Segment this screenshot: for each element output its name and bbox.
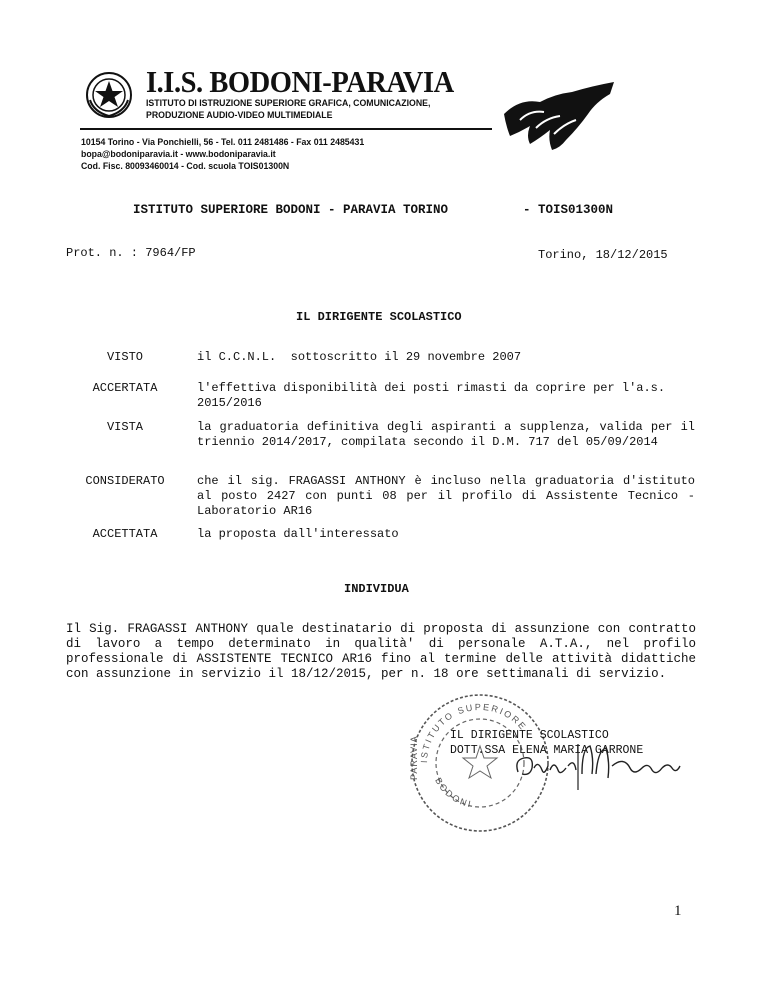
protocol-number: Prot. n. : 7964/FP [66, 246, 196, 260]
signature-role: IL DIRIGENTE SCOLASTICO [450, 729, 609, 742]
stamp-bottom-text: BODONI [433, 775, 474, 810]
institute-title: I.I.S. BODONI-PARAVIA [146, 64, 454, 99]
clause-text-vista: la graduatoria definitiva degli aspiranti a supplenza, valida per il triennio 2014/2017, compilata secondo il D.M. 717 del 05/09/2014 [197, 420, 695, 449]
page-number: 1 [674, 903, 682, 919]
decision-heading: INDIVIDUA [344, 582, 409, 596]
republic-emblem-icon [84, 70, 134, 120]
clause-text-accertata: l'effettiva disponibilità dei posti rimasti da coprire per l'a.s. 2015/2016 [197, 381, 666, 410]
clause-text-accettata: la proposta dall'interessato [197, 527, 399, 541]
institute-line: ISTITUTO SUPERIORE BODONI - PARAVIA TORINO [133, 203, 449, 217]
institute-address: 10154 Torino - Via Ponchielli, 56 - Tel. 011 2481486 - Fax 011 2485431 bopa@bodoniparavia.it - www.bodoniparavia.it Cod. Fisc. 80093460014 - Cod. scuola TOIS01300N [81, 137, 365, 172]
school-code: - TOIS01300N [523, 203, 614, 217]
stamp-left-text: PARAVIA [409, 735, 419, 780]
place-date: Torino, 18/12/2015 [538, 248, 668, 262]
school-logo-icon [500, 80, 618, 152]
header-divider [80, 128, 492, 130]
clause-text-considerato: che il sig. FRAGASSI ANTHONY è incluso nella graduatoria d'istituto al posto 2427 con punti 08 per il profilo di Assistente Tecnico - Laboratorio AR16 [197, 474, 695, 518]
decision-paragraph: Il Sig. FRAGASSI ANTHONY quale destinatario di proposta di assunzione con contratto di lavoro a tempo determinato in qualità' di personale A.T.A., nel profilo professionale di ASSISTENTE TECNICO AR16 fino al termine delle attività didattiche con assunzione in servizio il 18/12/2015, per n. 18 ore settimanali di servizio. [66, 622, 696, 681]
clause-label-visto: VISTO [106, 350, 143, 364]
clause-text-visto: il C.C.N.L. sottoscritto il 29 novembre 2007 [197, 350, 522, 364]
document-heading: IL DIRIGENTE SCOLASTICO [296, 310, 462, 324]
clause-label-accertata: ACCERTATA [92, 381, 158, 395]
institute-subtitle: ISTITUTO DI ISTRUZIONE SUPERIORE GRAFICA, COMUNICAZIONE, PRODUZIONE AUDIO-VIDEO MULTIMEDIALE [146, 98, 431, 121]
stamp-top-text: ISTITUTO SUPERIORE [418, 701, 529, 764]
signature-name: DOTT.SSA ELENA MARIA GARRONE [450, 744, 644, 757]
clause-label-vista: VISTA [106, 420, 143, 434]
clause-label-considerato: CONSIDERATO [85, 474, 165, 488]
handwritten-signature [512, 738, 682, 794]
clause-label-accettata: ACCETTATA [92, 527, 158, 541]
svg-text:BODONI [433, 776, 473, 810]
